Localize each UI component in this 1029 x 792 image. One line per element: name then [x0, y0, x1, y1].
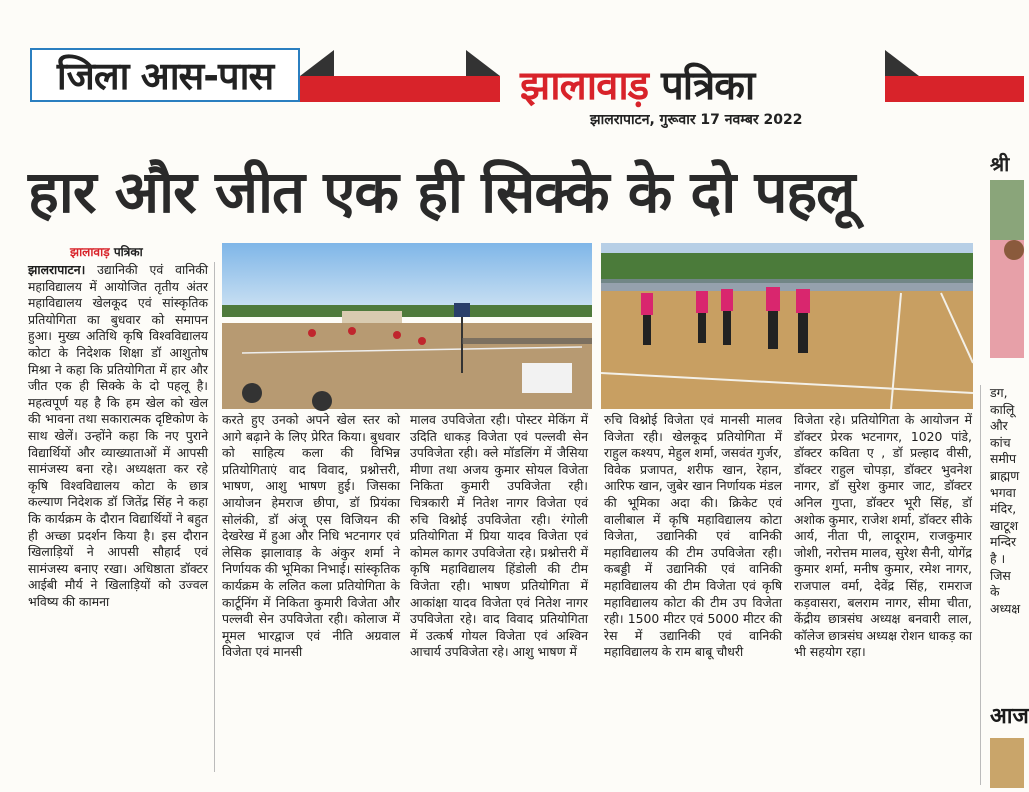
section-title-box	[30, 48, 300, 102]
masthead-red: झालावाड़	[520, 63, 649, 109]
header-triangle-right	[885, 50, 919, 76]
headline: हार और जीत एक ही सिक्के के दो पहलू	[28, 158, 855, 226]
article-column-1-text: उद्यानिकी एवं वानिकी महाविद्यालय में आयोजित तृतीय अंतर महाविद्यालय खेलकूद एवं सांस्कृतिक प्रतियोगिता का बुधवार को समापन हुआ। मुख्य अतिथि कृषि विश्वविद्यालय कोटा के निदेशक शिक्षा डॉ आशुतोष मिश्रा ने कहा कि प्रतियोगिता में हार और जीत एक ही सिक्के के दो पहलू है। महत्वपूर्ण यह है कि हम खेल को खेल की भावना तथा सकारात्मक दृष्टिकोण के साथ खेलें। उन्होंने कहा कि नए पुराने विद्यार्थियों और व्याख्याताओं में आपसी सामंजस्य बना रहे। अध्यक्षता कर रहे कृषि विश्वविद्यालय कोटा के छात्र कल्याण निदेशक डॉ जितेंद्र सिंह ने कहा कि कार्यक्रम के दौरान विद्यार्थियों ने बहुत ही अच्छा प्रदर्शन किया है। इस दौरान खिलाड़ियों ने आपसी सौहार्द एवं सामंजस्य बनाए रखा। अधिष्ठाता डॉक्टर आईबी मौर्य ने खिलाड़ियों को उज्वल भविष्य की कामना	[28, 262, 208, 609]
column-rule	[214, 262, 215, 772]
photo-volleyball-match	[222, 243, 592, 409]
section-title: जिला आस-पास	[56, 54, 274, 98]
article-column-2: करते हुए उनको अपने खेल स्तर को आगे बढ़ाने के लिए प्रेरित किया। बुधवार को साहित्य कला की विभिन्न प्रतियोगिताएं वाद विवाद, प्रश्नोत्तरी, भाषण, आशु भाषण हुई। जिसका आयोजन हेमराज छीपा, डॉ प्रियंका सोलंकी, डॉ अंजू एस विजियन की देखरेख में हुआ और निधि भटनागर एवं लेसिक झालावाड़ के अंकुर शर्मा ने निर्णायक की भूमिका निभाई। सांस्कृतिक कार्यक्रम के ललित कला प्रतियोगिता के कार्टूनिंग में निकिता कुमारी विजेता और पल्लवी सेन उपविजेता रही। कोलाज में मूमल भारद्वाज एवं नीति अग्रवाल विजेता एवं मानसी	[222, 412, 400, 660]
photo-side-story	[990, 180, 1024, 358]
header-red-bar-left	[300, 76, 500, 102]
header-red-bar-right	[885, 76, 1024, 102]
article-dateline-lead: झालरापाटन।	[28, 262, 86, 277]
header-triangle-mid	[466, 50, 500, 76]
photo-side-bottom	[990, 738, 1024, 788]
article-column-5: विजेता रहे। प्रतियोगिता के आयोजन में डॉक्टर प्रेरक भटनागर, 1020 पांडे, डॉक्टर कविता ए , डॉ प्रल्हाद वीसी, डॉक्टर राहुल चोपड़ा, डॉक्टर भुवनेश नागर, डॉ सुरेश कुमार जाट, डॉक्टर अनिल गुप्ता, डॉक्टर भूरी सिंह, डॉ अशोक कुमार, राजेश शर्मा, डॉक्टर सीके आर्य, नीता पी, लादूराम, राजकुमार जोशी, नरोत्तम मालव, सुरेश सैनी, योगेंद्र कुमार शर्मा, मनीष कुमार, रमेश नागर, राजपाल वर्मा, देवेंद्र सिंह, रामराज कड़वासरा, बलराम नागर, सीमा चीता, केंद्रीय छात्रसंघ अध्यक्ष बनवारी लाल, कॉलेज छात्रसंघ अध्यक्ष रोशन धाकड़ का भी सहयोग रहा।	[794, 412, 972, 660]
kabaddi-scene-image	[601, 243, 973, 409]
dateline: झालरापाटन, गुरूवार 17 नवम्बर 2022	[590, 112, 803, 128]
side-bottom-heading: आज	[990, 704, 1029, 729]
article-column-3: मालव उपविजेता रही। पोस्टर मेकिंग में उदिति धाकड़ विजेता एवं पल्लवी सेन उपविजेता रही। क्ले मॉडलिंग में जैसिया मीणा तथा अजय कुमार सोयल विजेता निकिता कुमारी उपविजेता रही। चित्रकारी में नितेश नागर विजेता एवं रुचि विश्नोई उपविजेता रही। रंगोली प्रतियोगिता में प्रिया यादव विजेता एवं कोमल कागर उपविजेता रहे। प्रश्नोत्तरी में कृषि महाविद्यालय हिंडोली की टीम विजेता रही। भाषण प्रतियोगिता में आकांक्षा यादव विजेता एवं नितेश नागर उपविजेता रहे। वाद विवाद प्रतियोगिता में उत्कर्ष गोयल विजेता एवं अश्विन आचार्य उपविजेता रहे। आशु भाषण में	[410, 412, 588, 660]
byline-red: झालावाड़	[70, 245, 110, 259]
side-story-column: डग, कालूि और कांच समीप ब्राह्मण भगवा मंदिर, खाटूश मन्दिर है । जिस के अध्यक्ष	[990, 385, 1021, 616]
article-column-4: रुचि विश्नोई विजेता एवं मानसी मालव विजेता रही। खेलकूद प्रतियोगिता में राहुल कश्यप, मेहुल शर्मा, जसवंत गुर्जर, विवेक प्रजापत, शरीफ खान, रेहान, आरिफ खान, जुबेर खान निर्णायक मंडल की भूमिका अदा की। क्रिकेट एवं वालीबाल में कृषि महाविद्यालय कोटा विजेता, उद्यानिकी एवं वानिकी महाविद्यालय की टीम उपविजेता रही। कबड्डी में उद्यानिकी एवं वानिकी महाविद्यालय की टीम विजेता एवं कृषि महाविद्यालय कोटा की टीम उप विजेता रही। 1500 मीटर एवं 5000 मीटर की रेस में उद्यानिकी एवं वानिकी महाविद्यालय के राम बाबू चौधरी	[604, 412, 782, 660]
masthead-black: पत्रिका	[661, 63, 755, 109]
byline-black: पत्रिका	[113, 245, 143, 259]
byline	[70, 243, 143, 260]
article-column-1	[28, 262, 208, 778]
header-triangle-left	[300, 50, 334, 76]
photo-kabaddi-match	[601, 243, 973, 409]
side-headline: श्री	[990, 152, 1010, 176]
masthead	[520, 56, 754, 111]
column-rule	[980, 385, 981, 785]
side-story-image	[990, 180, 1024, 358]
volleyball-scene-image	[222, 243, 592, 409]
side-bottom-image	[990, 738, 1024, 788]
